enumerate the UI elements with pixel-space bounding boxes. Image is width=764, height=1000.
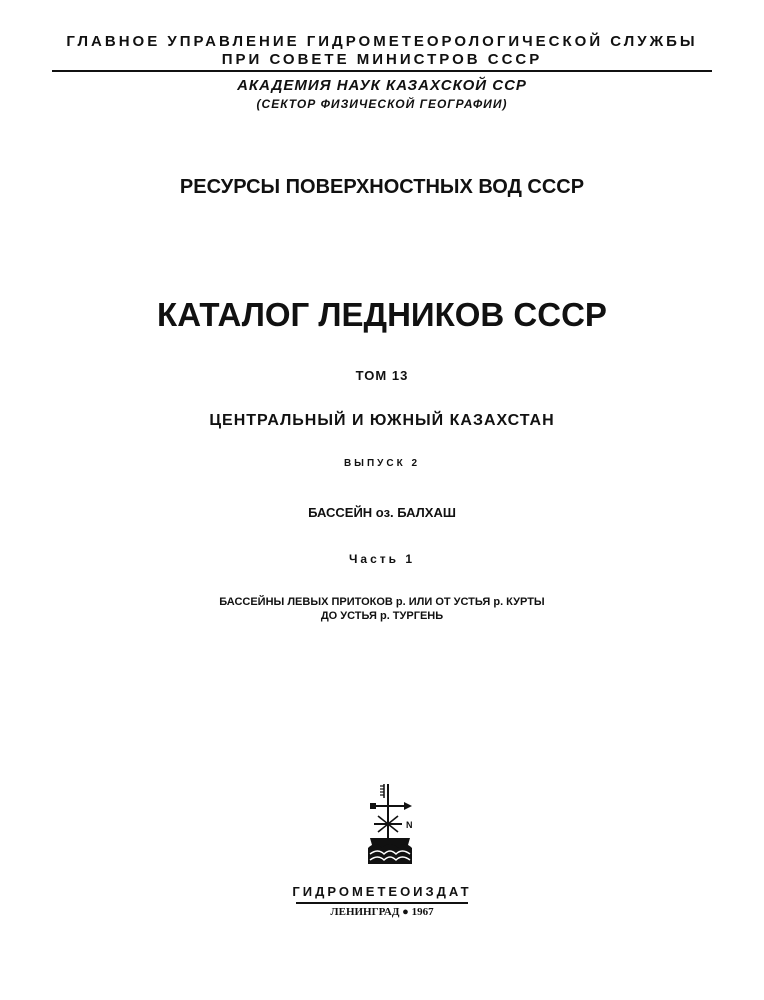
header-rule <box>52 70 712 72</box>
subtitle-line-1: БАССЕЙНЫ ЛЕВЫХ ПРИТОКОВ р. ИЛИ ОТ УСТЬЯ р. КУРТЫ <box>219 596 545 608</box>
svg-text:N: N <box>406 820 413 830</box>
basin-name: БАССЕЙН оз. БАЛХАШ <box>308 505 456 520</box>
region-name: ЦЕНТРАЛЬНЫЙ И ЮЖНЫЙ КАЗАХСТАН <box>209 412 555 429</box>
issue-number: ВЫПУСК 2 <box>343 458 421 469</box>
header-council: ПРИ СОВЕТЕ МИНИСТРОВ СССР <box>221 51 543 68</box>
weather-vane-emblem-icon <box>360 778 420 868</box>
academy-name: АКАДЕМИЯ НАУК КАЗАХСКОЙ ССР <box>237 77 527 94</box>
page-title: КАТАЛОГ ЛЕДНИКОВ СССР <box>157 296 607 333</box>
publisher-name: ГИДРОМЕТЕОИЗДАТ <box>292 884 472 899</box>
series-title: РЕСУРСЫ ПОВЕРХНОСТНЫХ ВОД СССР <box>179 176 585 198</box>
publisher-rule <box>296 902 468 904</box>
subtitle-line-2: ДО УСТЬЯ р. ТУРГЕНЬ <box>320 610 444 622</box>
academy-sector: (СЕКТОР ФИЗИЧЕСКОЙ ГЕОГРАФИИ) <box>256 97 508 111</box>
header-ministry: ГЛАВНОЕ УПРАВЛЕНИЕ ГИДРОМЕТЕОРОЛОГИЧЕСКОЙ СЛУЖБЫ <box>66 33 698 50</box>
part-number: Часть 1 <box>348 552 416 566</box>
volume-number: ТОМ 13 <box>355 368 409 383</box>
publisher-city-year: ЛЕНИНГРАД ● 1967 <box>330 906 434 918</box>
